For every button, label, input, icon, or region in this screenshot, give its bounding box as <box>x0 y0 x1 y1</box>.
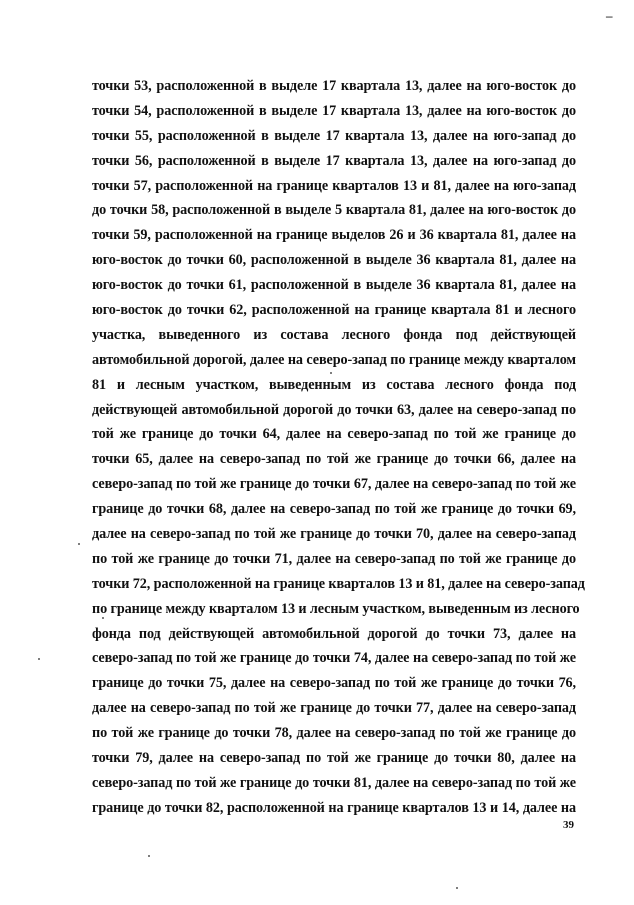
text-line: далее на северо-запад по той же границе до точки 70, далее на северо-запад <box>92 526 576 543</box>
text-line: границе до точки 68, далее на северо-запад по той же границе до точки 69, <box>92 501 576 518</box>
text-line: юго-восток до точки 60, расположенной в выделе 36 квартала 81, далее на <box>92 252 576 269</box>
text-line: северо-запад по той же границе до точки 74, далее на северо-запад по той же <box>92 650 576 667</box>
text-line: той же границе до точки 64, далее на северо-запад по той же границе до <box>92 426 576 443</box>
text-line: точки 55, расположенной в выделе 17 квартала 13, далее на юго-запад до <box>92 127 576 144</box>
text-line: по той же границе до точки 78, далее на северо-запад по той же границе до <box>92 725 576 742</box>
scan-speck <box>78 543 80 545</box>
text-line: фонда под действующей автомобильной дорогой до точки 73, далее на <box>92 625 576 642</box>
scan-speck <box>456 887 458 889</box>
scan-speck <box>330 372 332 374</box>
text-line: границе до точки 75, далее на северо-запад по той же границе до точки 76, <box>92 675 576 692</box>
text-line: по границе между кварталом 13 и лесным участком, выведенным из лесного <box>92 600 580 617</box>
text-line: северо-запад по той же границе до точки 67, далее на северо-запад по той же <box>92 476 576 493</box>
text-line: точки 54, расположенной в выделе 17 квартала 13, далее на юго-восток до <box>92 102 576 119</box>
text-line: точки 65, далее на северо-запад по той же границе до точки 66, далее на <box>92 451 576 468</box>
text-line: далее на северо-запад по той же границе до точки 77, далее на северо-запад <box>92 700 576 717</box>
text-line: точки 72, расположенной на границе кварталов 13 и 81, далее на северо-запад <box>92 575 585 592</box>
body-text <box>92 74 585 821</box>
text-line: действующей автомобильной дорогой до точки 63, далее на северо-запад по <box>92 401 576 418</box>
text-line: по той же границе до точки 71, далее на северо-запад по той же границе до <box>92 550 576 567</box>
text-line: северо-запад по той же границе до точки 81, далее на северо-запад по той же <box>92 774 576 791</box>
text-line: юго-восток до точки 62, расположенной на границе квартала 81 и лесного <box>92 302 576 319</box>
text-line: точки 59, расположенной на границе выделов 26 и 36 квартала 81, далее на <box>92 227 576 244</box>
text-line: точки 56, расположенной в выделе 17 квартала 13, далее на юго-запад до <box>92 152 576 169</box>
corner-mark: – <box>606 8 613 23</box>
text-line: автомобильной дорогой, далее на северо-запад по границе между кварталом <box>92 351 576 368</box>
text-line: 81 и лесным участком, выведенным из состава лесного фонда под <box>92 376 576 393</box>
text-line: границе до точки 82, расположенной на границе кварталов 13 и 14, далее на <box>92 799 576 816</box>
scan-speck <box>148 855 150 857</box>
scan-speck <box>38 658 40 660</box>
text-line: точки 79, далее на северо-запад по той же границе до точки 80, далее на <box>92 750 576 767</box>
text-line: участка, выведенного из состава лесного фонда под действующей <box>92 326 576 343</box>
text-line: до точки 58, расположенной в выделе 5 квартала 81, далее на юго-восток до <box>92 202 576 219</box>
text-line: юго-восток до точки 61, расположенной в выделе 36 квартала 81, далее на <box>92 277 576 294</box>
text-line: точки 53, расположенной в выделе 17 квартала 13, далее на юго-восток до <box>92 78 576 94</box>
page-number: 39 <box>563 819 574 831</box>
text-line: точки 57, расположенной на границе кварталов 13 и 81, далее на юго-запад <box>92 177 576 194</box>
scan-speck <box>102 617 104 619</box>
